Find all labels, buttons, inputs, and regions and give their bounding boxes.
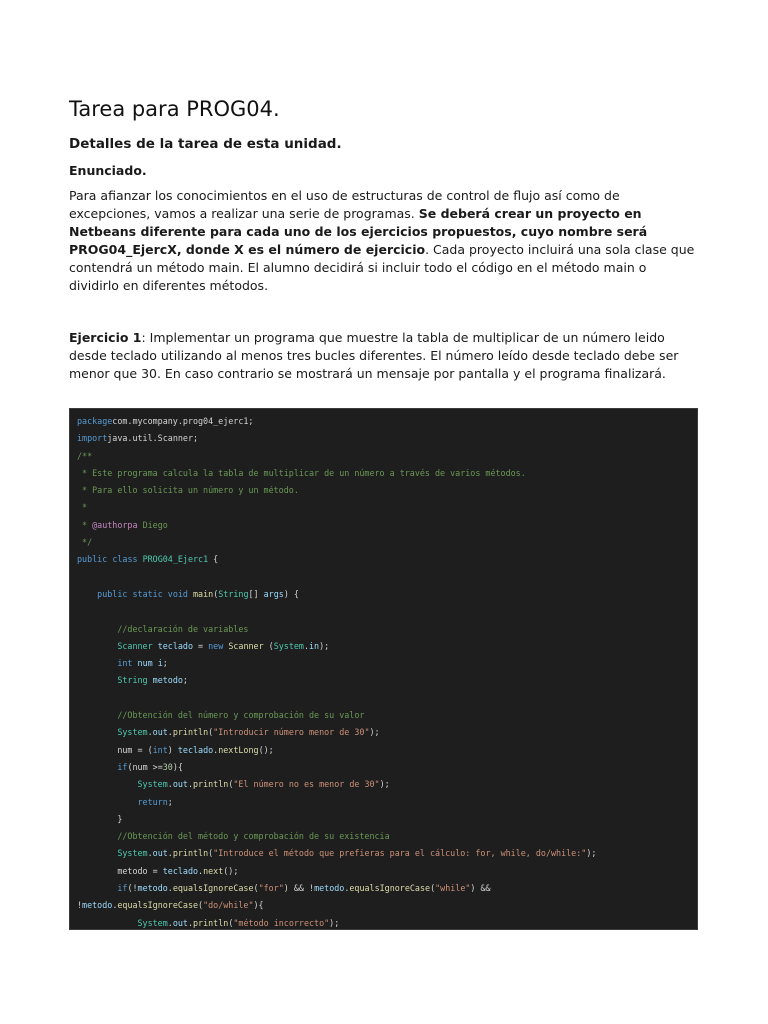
code-token: if xyxy=(117,761,128,772)
code-line xyxy=(77,413,697,430)
code-token: ); xyxy=(329,917,340,928)
code-token: @authorpa xyxy=(92,519,138,530)
code-token: "do/while" xyxy=(203,900,254,911)
code-token: return xyxy=(137,796,168,807)
code-line xyxy=(77,482,697,499)
intro-bold-text: Se deberá crear un proyecto en Netbeans diferente para cada uno de los ejercicios propuestos, cuyo nombre será PROG04_EjercX, donde X es el número de ejercicio xyxy=(69,206,648,257)
code-line xyxy=(77,603,697,620)
code-line xyxy=(77,794,697,811)
code-token: static xyxy=(132,588,163,599)
code-line xyxy=(77,776,697,793)
code-token: (); xyxy=(258,744,274,755)
code-token: "método incorrecto" xyxy=(233,917,330,928)
code-token: println xyxy=(172,727,209,738)
code-token: public xyxy=(77,554,108,565)
section-heading: Enunciado. xyxy=(69,163,147,178)
code-token: out xyxy=(152,727,168,738)
code-token: . xyxy=(187,917,194,928)
code-token: int xyxy=(117,658,133,669)
code-token xyxy=(77,589,97,599)
code-token xyxy=(77,658,117,668)
code-line xyxy=(77,897,697,914)
code-line xyxy=(77,759,697,776)
code-line xyxy=(77,742,697,759)
code-token: ( xyxy=(228,917,234,928)
code-token xyxy=(77,866,117,876)
code-token: . xyxy=(112,900,118,911)
code-token: out xyxy=(172,779,188,790)
code-line xyxy=(77,621,697,638)
code-token: "Introducir número menor de 30" xyxy=(213,727,370,738)
code-token: equalsIgnoreCase xyxy=(117,900,199,911)
code-token: ; xyxy=(162,658,168,669)
code-token: println xyxy=(193,779,229,790)
code-token: * Este programa calcula la tabla de multiplicar de un número a través de varios métodos. xyxy=(77,467,526,478)
code-token: System xyxy=(117,848,148,859)
code-token: package xyxy=(77,416,113,426)
code-line xyxy=(77,880,697,897)
code-token: //Obtención del método y comprobación de su existencia xyxy=(117,831,390,842)
code-token: (); xyxy=(223,865,239,876)
code-token: */ xyxy=(77,537,93,548)
code-token: Diego xyxy=(137,519,168,530)
code-line xyxy=(77,811,697,828)
code-line xyxy=(77,430,697,447)
code-token: println xyxy=(172,848,209,859)
code-token xyxy=(77,797,138,807)
document-title: Tarea para PROG04. xyxy=(69,97,280,121)
code-token: System xyxy=(117,727,148,738)
code-token: ); xyxy=(369,727,380,738)
code-token: System xyxy=(273,640,304,651)
code-token: import xyxy=(77,433,108,444)
document-subtitle: Detalles de la tarea de esta unidad. xyxy=(69,136,342,152)
exercise-1-paragraph xyxy=(69,329,699,383)
code-token: System xyxy=(137,779,168,790)
code-line xyxy=(77,707,697,724)
code-token: teclado xyxy=(162,865,199,876)
code-token: "El número no es menor de 30" xyxy=(233,779,380,790)
code-token: = xyxy=(192,640,209,651)
code-line xyxy=(77,724,697,741)
code-token: . xyxy=(303,640,310,651)
code-line xyxy=(77,499,697,516)
code-line xyxy=(77,638,697,655)
code-token xyxy=(77,848,117,858)
code-token xyxy=(77,745,117,755)
code-token: out xyxy=(152,848,168,859)
code-token: * xyxy=(77,502,88,513)
code-token xyxy=(77,814,117,824)
code-line xyxy=(77,586,697,603)
code-token: num = ( xyxy=(117,744,153,755)
code-token: String xyxy=(218,588,249,599)
code-token: . xyxy=(213,744,219,755)
code-token xyxy=(77,918,138,928)
code-token: * xyxy=(77,519,93,530)
intro-text-1: Para afianzar los conocimientos en el uso de estructuras de control de flujo así como de excepciones, vamos a realizar una serie de programas. xyxy=(69,188,620,221)
code-token: ( xyxy=(208,727,214,738)
code-line xyxy=(77,448,697,465)
code-token: teclado xyxy=(177,744,214,755)
code-token: metodo xyxy=(137,883,168,894)
code-token: ); xyxy=(379,779,390,790)
code-line xyxy=(77,828,697,845)
code-token: out xyxy=(172,917,188,928)
code-token: int xyxy=(152,744,168,755)
code-token: . xyxy=(187,779,194,790)
code-block xyxy=(69,408,698,930)
code-token: (num >= xyxy=(127,761,163,772)
code-token xyxy=(77,727,117,737)
code-token: ( xyxy=(430,883,436,894)
code-token: ) && xyxy=(470,883,491,894)
code-token: in xyxy=(309,640,320,651)
code-token: [] xyxy=(248,588,264,599)
code-token: ( xyxy=(213,588,219,599)
code-line xyxy=(77,672,697,689)
code-line xyxy=(77,655,697,672)
code-token: "for" xyxy=(258,883,284,894)
code-token: . xyxy=(167,917,173,928)
exercise-1-text: : Implementar un programa que muestre la tabla de multiplicar de un número leido desde teclado utilizando al menos tres bucles diferentes. El número leído desde teclado debe ser menor que 30. En caso contrario se mostrará un mensaje por pantalla y el programa finalizará. xyxy=(69,330,679,381)
intro-paragraph xyxy=(69,187,699,295)
code-token: . xyxy=(167,779,173,790)
code-token: . xyxy=(198,865,204,876)
code-token: metodo xyxy=(314,883,345,894)
code-line xyxy=(77,845,697,862)
code-token: nextLong xyxy=(218,744,259,755)
code-token: com.mycompany.prog04_ejerc1; xyxy=(112,416,254,426)
code-token: next xyxy=(203,865,224,876)
code-token xyxy=(77,883,117,893)
code-token: "while" xyxy=(435,883,471,894)
code-token: /** xyxy=(77,450,93,461)
code-token: metodo = xyxy=(117,865,163,876)
code-token: //declaración de variables xyxy=(117,623,249,634)
code-token: if xyxy=(117,883,128,894)
exercise-1-label: Ejercicio 1 xyxy=(69,330,142,345)
code-token: main xyxy=(193,588,214,599)
code-token: i xyxy=(157,658,163,669)
code-token: ( xyxy=(208,848,214,859)
code-token: ) { xyxy=(283,588,299,599)
intro-text-2: . Cada proyecto incluirá una sola clase que contendrá un método main. El alumno decidirá si incluir todo el código en el método main o dividirlo en diferentes métodos. xyxy=(69,242,695,293)
code-token: ); xyxy=(319,640,330,651)
code-token: ( xyxy=(228,779,234,790)
code-token: "Introduce el método que prefieras para el cálculo: for, while, do/while:" xyxy=(213,848,587,859)
code-token xyxy=(77,710,117,720)
code-token: public xyxy=(97,588,128,599)
code-token: * Para ello solicita un número y un método. xyxy=(77,485,299,496)
code-line xyxy=(77,569,697,586)
code-token: { xyxy=(208,554,219,565)
code-token: ) && ! xyxy=(283,883,315,894)
code-token: ( xyxy=(253,883,259,894)
code-token: . xyxy=(167,727,173,738)
code-token: String xyxy=(117,675,148,686)
code-line xyxy=(77,517,697,534)
code-token xyxy=(77,624,117,634)
code-token: Scanner xyxy=(117,640,153,651)
code-token: Scanner xyxy=(228,640,264,651)
code-line xyxy=(77,534,697,551)
code-token: System xyxy=(137,917,168,928)
code-token xyxy=(77,641,117,651)
code-line xyxy=(77,465,697,482)
code-token: } xyxy=(117,813,123,824)
code-token: . xyxy=(167,848,173,859)
code-token: equalsIgnoreCase xyxy=(349,883,431,894)
code-token: metodo xyxy=(152,675,183,686)
code-token: 30 xyxy=(162,761,173,772)
code-token: ) xyxy=(167,744,178,755)
code-token: ( xyxy=(263,640,274,651)
code-token: PROG04_Ejerc1 xyxy=(142,554,209,565)
code-token: num xyxy=(137,658,153,669)
code-token xyxy=(77,675,117,685)
code-token: new xyxy=(208,640,224,651)
code-line xyxy=(77,915,697,930)
code-token: class xyxy=(112,554,138,565)
code-token: //Obtención del número y comprobación de su valor xyxy=(117,710,365,721)
code-token: ){ xyxy=(172,761,183,772)
code-line xyxy=(77,690,697,707)
code-token: ); xyxy=(586,848,597,859)
code-line xyxy=(77,863,697,880)
code-token: metodo xyxy=(82,900,113,911)
code-token: args xyxy=(263,588,284,599)
document-page xyxy=(69,95,699,383)
code-token: ; xyxy=(167,796,173,807)
code-token: ! xyxy=(77,900,83,911)
code-token: java.util.Scanner; xyxy=(107,433,199,444)
code-token xyxy=(77,779,138,789)
code-token: (! xyxy=(127,883,138,894)
code-token: ( xyxy=(198,900,204,911)
code-token: equalsIgnoreCase xyxy=(172,883,254,894)
code-token: void xyxy=(167,588,188,599)
code-token: . xyxy=(147,727,153,738)
code-token: . xyxy=(147,848,153,859)
code-token: ; xyxy=(182,675,188,686)
code-token: teclado xyxy=(157,640,193,651)
code-token xyxy=(77,831,117,841)
code-token: . xyxy=(344,883,350,894)
code-token: . xyxy=(167,883,173,894)
code-token: ){ xyxy=(253,900,264,911)
code-token xyxy=(77,762,117,772)
code-token: println xyxy=(193,917,229,928)
code-line xyxy=(77,551,697,568)
